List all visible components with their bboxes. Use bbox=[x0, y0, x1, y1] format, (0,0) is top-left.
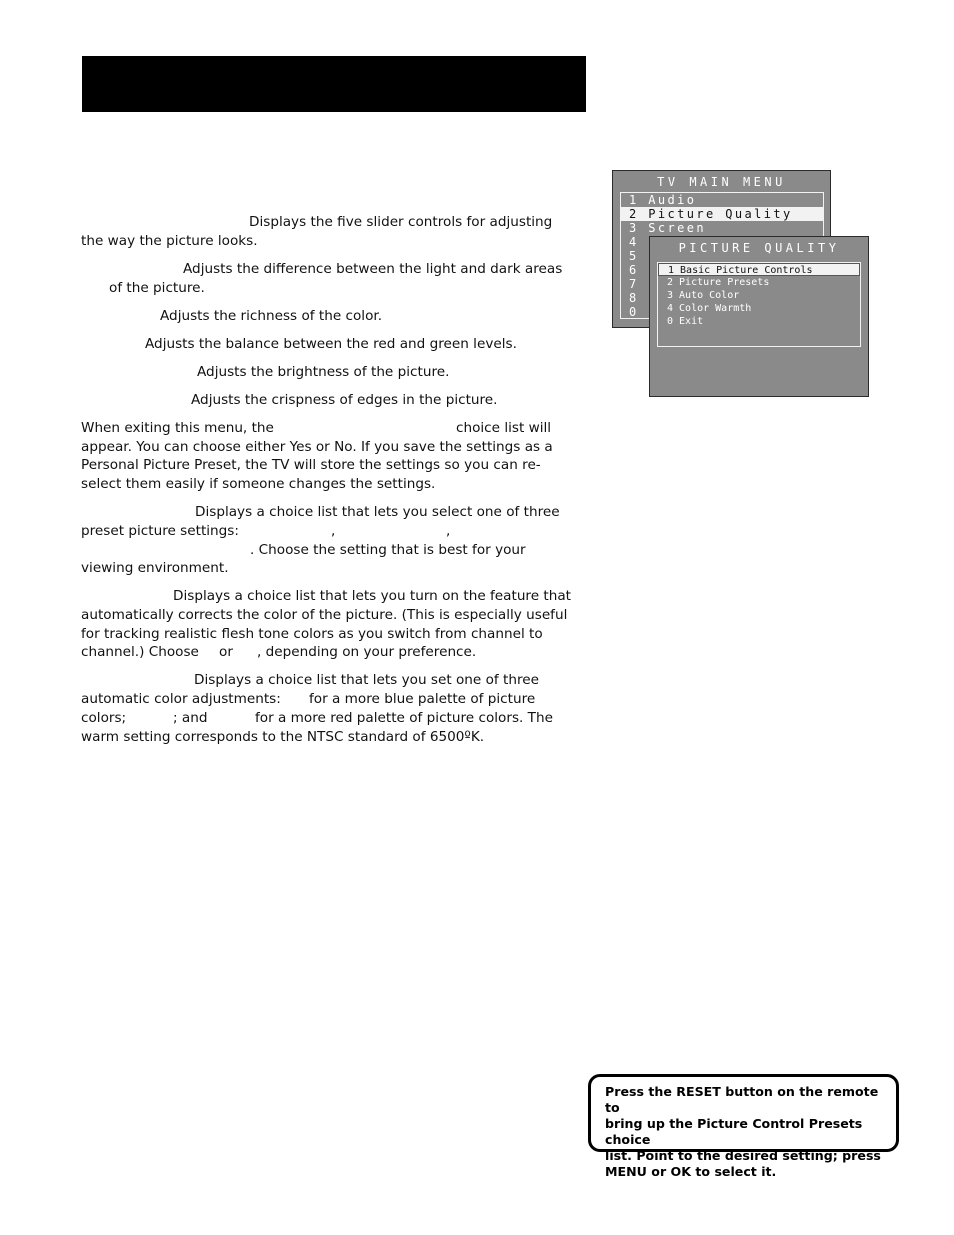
body-line: for a more red palette of picture colors. The bbox=[255, 710, 553, 726]
body-line: , bbox=[446, 523, 451, 539]
picture-quality-menu-item[interactable]: 3 Auto Color bbox=[667, 290, 740, 301]
tv-main-menu-item[interactable]: 6 bbox=[629, 263, 639, 277]
body-line: When exiting this menu, the bbox=[81, 420, 274, 436]
body-line: Displays a choice list that lets you select one of three bbox=[195, 504, 560, 520]
body-line: Adjusts the richness of the color. bbox=[160, 308, 383, 324]
tv-main-menu-item[interactable]: 0 bbox=[629, 305, 639, 319]
body-line: Adjusts the crispness of edges in the picture. bbox=[191, 392, 498, 408]
body-line: Personal Picture Preset, the TV will store the settings so you can re- bbox=[81, 457, 541, 473]
body-line: for a more blue palette of picture bbox=[309, 691, 536, 707]
tv-main-menu-item[interactable]: 1 Audio bbox=[629, 193, 697, 207]
body-line: colors; bbox=[81, 710, 127, 726]
tv-main-menu-item[interactable]: 2 Picture Quality bbox=[621, 207, 823, 221]
picture-quality-menu-title: PICTURE QUALITY bbox=[678, 241, 840, 255]
picture-quality-menu-panel bbox=[649, 236, 869, 397]
tv-main-menu-item[interactable]: 5 bbox=[629, 249, 639, 263]
body-line: warm setting corresponds to the NTSC standard of 6500ºK. bbox=[81, 729, 485, 745]
body-line: automatically corrects the color of the picture. (This is especially useful bbox=[81, 607, 568, 623]
picture-quality-menu-item[interactable]: 2 Picture Presets bbox=[667, 277, 770, 288]
picture-quality-menu-list bbox=[657, 262, 861, 347]
body-line: of the picture. bbox=[109, 280, 205, 296]
body-line: automatic color adjustments: bbox=[81, 691, 281, 707]
body-line: choice list will bbox=[456, 420, 552, 436]
body-line: appear. You can choose either Yes or No. If you save the settings as a bbox=[81, 439, 553, 455]
body-line: ; and bbox=[173, 710, 208, 726]
tv-main-menu-item[interactable]: 7 bbox=[629, 277, 639, 291]
body-line: , bbox=[331, 523, 336, 539]
body-line: Adjusts the balance between the red and green levels. bbox=[145, 336, 517, 352]
body-line: channel.) Choose bbox=[81, 644, 199, 660]
body-line: Displays a choice list that lets you set one of three bbox=[194, 672, 539, 688]
body-line: viewing environment. bbox=[81, 560, 229, 576]
body-line: . Choose the setting that is best for your bbox=[250, 542, 526, 558]
tv-main-menu-title: TV MAIN MENU bbox=[657, 175, 786, 189]
body-line: Adjusts the brightness of the picture. bbox=[197, 364, 450, 380]
tv-main-menu-item[interactable]: 4 bbox=[629, 235, 639, 249]
picture-quality-menu-item[interactable]: 1 Basic Picture Controls bbox=[658, 263, 860, 276]
picture-quality-menu-item[interactable]: 0 Exit bbox=[667, 316, 704, 327]
body-line: Displays a choice list that lets you turn on the feature that bbox=[173, 588, 572, 604]
header-bar bbox=[82, 56, 586, 112]
body-line: for tracking realistic flesh tone colors as you switch from channel to bbox=[81, 626, 543, 642]
tip-text: Press the RESET button on the remote to bring up the Picture Control Presets choice list. Point to the desired setting; press MENU or OK to select it. bbox=[605, 1084, 881, 1179]
body-line: Adjusts the difference between the light and dark areas bbox=[183, 261, 563, 277]
tv-main-menu-item[interactable]: 8 bbox=[629, 291, 639, 305]
picture-quality-menu-item[interactable]: 4 Color Warmth bbox=[667, 303, 752, 314]
tip-box bbox=[588, 1074, 899, 1179]
tv-main-menu-item[interactable]: 3 Screen bbox=[629, 221, 706, 235]
body-line: , depending on your preference. bbox=[257, 644, 477, 660]
body-line: the way the picture looks. bbox=[81, 233, 258, 249]
body-line: preset picture settings: bbox=[81, 523, 239, 539]
body-line: or bbox=[219, 644, 233, 660]
body-line: select them easily if someone changes the settings. bbox=[81, 476, 436, 492]
body-line: Displays the five slider controls for adjusting bbox=[249, 214, 553, 230]
